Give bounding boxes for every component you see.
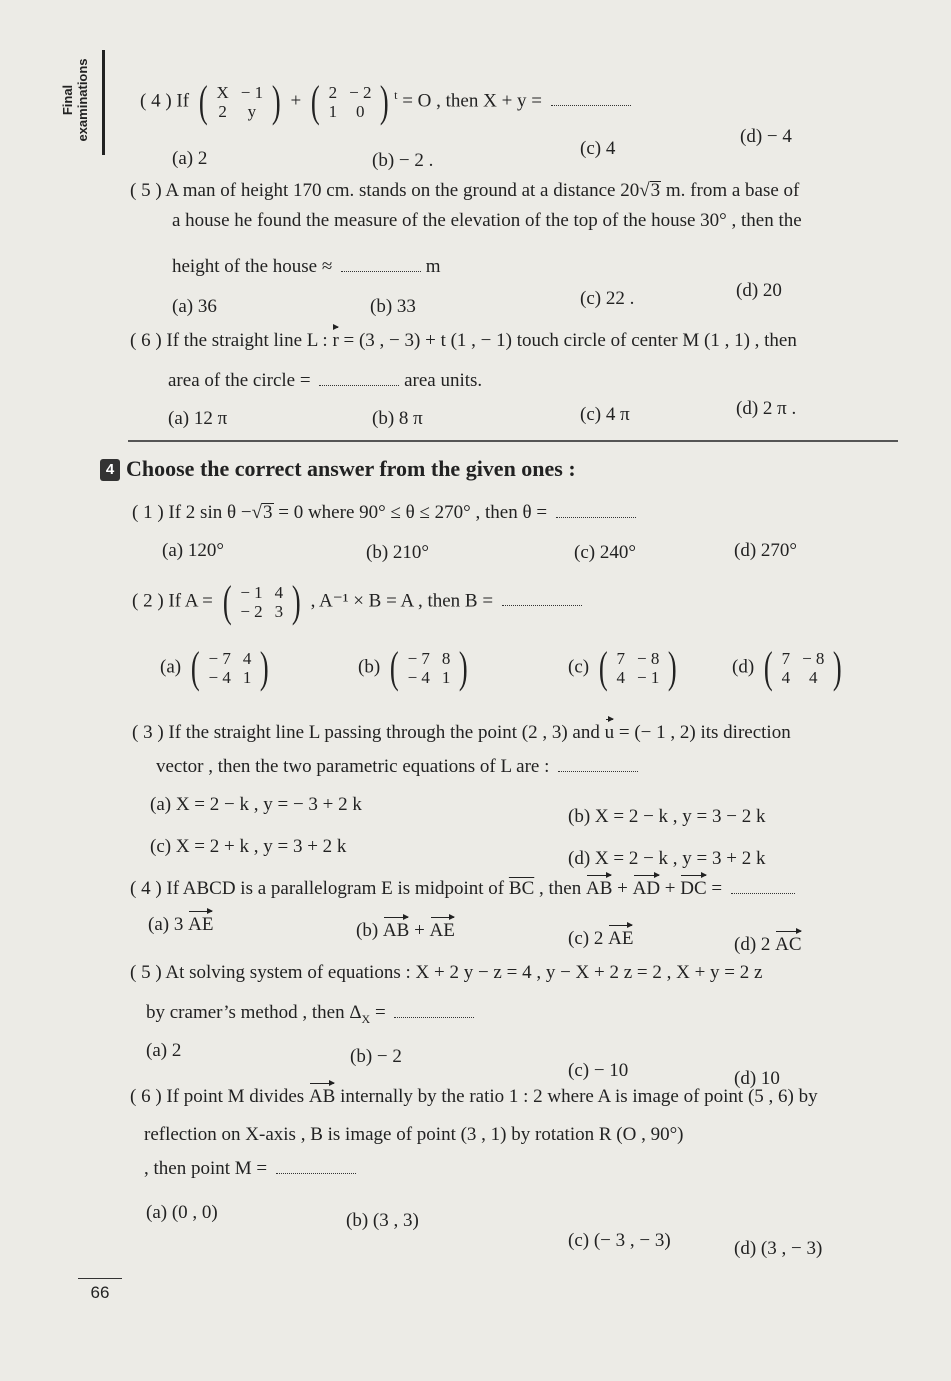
s4-q3-option-c: (c) X = 2 + k , y = 3 + 2 k [150,836,347,857]
s3-q6-option-a: (a) 12 π [168,408,228,429]
section4-number-badge: 4 [100,459,120,481]
s4-q3-num: ( 3 ) [132,722,164,743]
s3-q5-dist-rad: 3 [650,180,661,201]
s4-q4-option-b: (b) AB + AE [356,920,455,941]
s3-q6-text4: area units. [404,370,483,391]
s3-q4-option-d: (d) − 4 [740,126,792,147]
answer-blank [558,771,638,772]
s4-q5-option-b: (b) − 2 [350,1046,402,1067]
s3-q5-text2: m. from a base of [665,180,800,201]
s4-q5-option-a: (a) 2 [146,1040,182,1061]
s4-q1-pre: If 2 sin θ − [168,502,252,523]
s4-q6-option-b: (b) (3 , 3) [346,1210,419,1231]
s3-q5-option-d: (d) 20 [736,280,782,301]
s4-q4-option-d: (d) 2 AC [734,934,802,955]
s4-q4-mid: , then [539,878,582,899]
s3-q4-matrix2: ( 2 − 2 1 0 ) [310,77,390,126]
s4-q2-num: ( 2 ) [132,590,164,612]
s4-q4: ( 4 ) If ABCD is a parallelogram E is midpoint of $\overline{BC}$ , then AB + AD + DC = [130,878,795,900]
s4-q4-vector-ab: AB [585,878,613,899]
s4-q5-option-c: (c) − 10 [568,1060,629,1081]
s4-q5-sub: X [361,1011,371,1026]
s4-q3-option-d: (d) X = 2 − k , y = 3 + 2 k [568,848,766,869]
s3-q5-option-c: (c) 22 . [580,288,635,309]
side-tab-bar [102,50,105,155]
s4-q5-line1 [130,962,762,984]
s4-q1-post: = 0 where 90° ≤ θ ≤ 270° , then θ = [278,502,548,523]
s3-q5-line3 [172,256,441,278]
answer-blank [394,1017,474,1018]
s4-q2-pre: If A = [168,590,213,612]
s4-q1-num: ( 1 ) [132,502,164,523]
s4-q1: ( 1 ) If 2 sin θ −√3 = 0 where 90° ≤ θ ≤ 270° , then θ = [132,502,636,524]
s4-q6-option-d: (d) (3 , − 3) [734,1238,823,1259]
side-tab [60,50,106,155]
s3-q4-matrix1: ( X − 1 2 y ) [198,77,281,126]
s4-q1-option-d: (d) 270° [734,540,798,561]
s4-q6-vector-ab: AB [308,1086,336,1107]
s4-q5-text3: = [374,1002,386,1023]
s3-q5-line2: a house he found the measure of the elevation of the top of the house 30° , then the [172,210,802,231]
side-tab-line2: examinations [75,58,90,142]
s4-q4-num: ( 4 ) [130,878,162,899]
s3-q6-text3: area of the circle = [168,370,311,391]
s4-q4-pre: If ABCD is a parallelogram E is midpoint of [166,878,505,899]
s3-q4-post: = O , then X + y = [402,90,543,112]
s4-q3-text1: If the straight line L passing through the point (2 , 3) and [168,722,600,743]
s4-q2-option-a: (a) ( − 7 4 − 4 1 ) [160,643,270,692]
s4-q4-vector-ad: AD [632,878,661,899]
page-number: 66 [78,1278,122,1303]
s4-q6-text1: If point M divides [166,1086,305,1107]
s4-q1-rad: 3 [263,502,273,523]
s4-q4-segment-bc: $\overline{BC}$ [508,878,535,899]
s4-q6-line3 [144,1158,356,1180]
s3-q6-text1: If the straight line L : [166,330,328,351]
s4-q5-option-d: (d) 10 [734,1068,780,1089]
s4-q4-option-c: (c) 2 AE [568,928,634,949]
s3-q6-num: ( 6 ) [130,330,162,351]
s3-q5-text3: height of the house ≈ [172,256,333,277]
s4-q2-matrix-a: ( − 1 4 − 2 3 ) [222,577,301,626]
answer-blank [551,105,631,106]
s4-q5-text1: At solving system of equations : X + 2 y − z = 4 , y − X + 2 z = 2 , X + y = 2 z [165,962,763,983]
answer-blank [502,605,582,606]
s3-q4-pre: If [176,90,190,112]
section4-title: Choose the correct answer from the given ones : [126,456,576,481]
s4-q2-option-b: (b) ( − 7 8 − 4 1 ) [358,643,469,692]
s3-q6-option-d: (d) 2 π . [736,398,797,419]
s3-q5-option-a: (a) 36 [172,296,217,317]
s3-q5-option-b: (b) 33 [370,296,416,317]
answer-blank [276,1173,356,1174]
s3-q6-option-b: (b) 8 π [372,408,423,429]
answer-blank [556,517,636,518]
s4-q4-vector-dc: DC [680,878,707,899]
s3-q6-text2: = (3 , − 3) + t (1 , − 1) touch circle of center M (1 , 1) , then [343,330,797,351]
s4-q2-post: , A⁻¹ × B = A , then B = [310,590,494,612]
s4-q5-text2: by cramer’s method , then Δ [146,1002,362,1023]
s4-q6-text2: internally by the ratio 1 : 2 where A is image of point (5 , 6) by [340,1086,818,1107]
section-divider [128,440,898,442]
s4-q2 [132,577,582,626]
s3-q6-line2 [168,370,482,392]
s4-q6-option-c: (c) (− 3 , − 3) [568,1230,671,1251]
s4-q5-line2 [146,1002,474,1027]
s3-q4-option-a: (a) 2 [172,148,208,169]
s4-q6-line2: reflection on X-axis , B is image of point (3 , 1) by rotation R (O , 90°) [144,1124,684,1145]
s4-q3-line2 [156,756,638,778]
s3-q5-line1: ( 5 ) A man of height 170 cm. stands on the ground at a distance 20√3 m. from a base of [130,180,800,201]
s4-q3-option-b: (b) X = 2 − k , y = 3 − 2 k [568,806,766,827]
s4-q2-option-c: (c) ( 7 − 8 4 − 1 ) [568,643,678,692]
section4-heading [100,456,576,482]
s3-q4-option-b: (b) − 2 . [372,150,434,171]
s3-q4-plus: + [290,90,302,112]
s3-q6-line1 [130,330,797,352]
s3-q6-vector-r: r [332,330,339,351]
s3-q4-transpose: t [394,88,398,103]
answer-blank [731,893,795,894]
answer-blank [319,385,399,386]
s4-q6-option-a: (a) (0 , 0) [146,1202,218,1223]
s3-q5-dist-coef: 20 [620,180,640,201]
s3-q4-num: ( 4 ) [140,90,172,112]
s3-q4-option-c: (c) 4 [580,138,616,159]
s4-q4-eq: = [711,878,723,899]
s4-q3-text2: = (− 1 , 2) its direction [618,722,791,743]
s4-q5-num: ( 5 ) [130,962,162,983]
s3-q6-option-c: (c) 4 π [580,404,630,425]
s4-q6-text3: , then point M = [144,1158,268,1179]
s4-q1-option-b: (b) 210° [366,542,430,563]
s4-q1-option-c: (c) 240° [574,542,636,563]
s4-q3-vector-u: u [604,722,615,743]
side-tab-line1: Final [60,84,75,116]
s4-q4-option-a: (a) 3 AE [148,914,214,935]
s4-q6-num: ( 6 ) [130,1086,162,1107]
s4-q1-option-a: (a) 120° [162,540,224,561]
s3-q5-num: ( 5 ) [130,180,162,201]
answer-blank [341,271,421,272]
s4-q3-text3: vector , then the two parametric equations of L are : [156,756,550,777]
s3-q4 [140,77,631,126]
s4-q6-line1 [130,1086,818,1108]
s4-q2-option-d: (d) ( 7 − 8 4 4 ) [732,643,843,692]
s4-q3-option-a: (a) X = 2 − k , y = − 3 + 2 k [150,794,362,815]
s4-q3-line1 [132,722,791,744]
s3-q5-unit: m [425,256,441,277]
s3-q5-text1: A man of height 170 cm. stands on the ground at a distance [165,180,616,201]
